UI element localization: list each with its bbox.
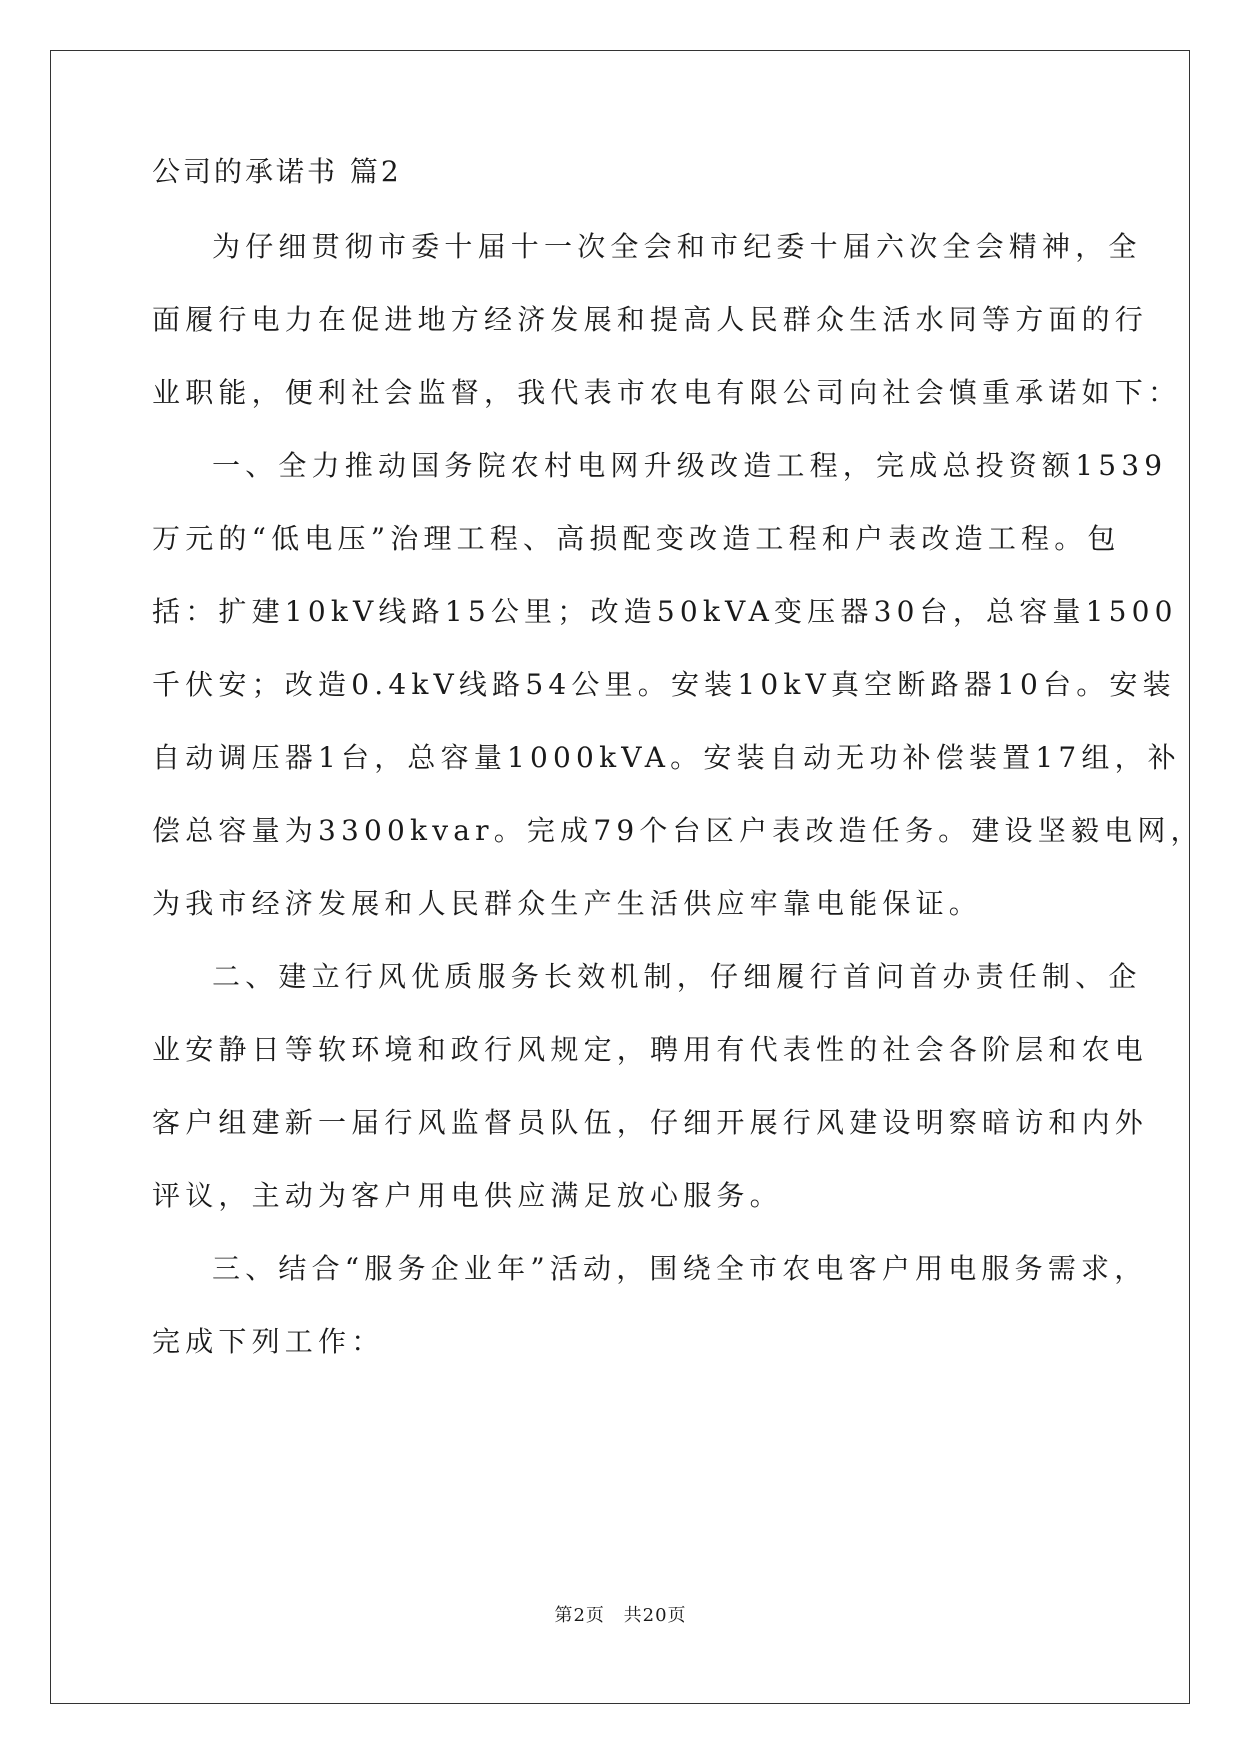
paragraph-line: 业职能，便利社会监督，我代表市农电有限公司向社会慎重承诺如下：: [152, 376, 1182, 409]
paragraph-line: 偿总容量为3300kvar。完成79个台区户表改造任务。建设坚毅电网，: [152, 814, 1204, 847]
paragraph-line: 为仔细贯彻市委十届十一次全会和市纪委十届六次全会精神，全: [212, 230, 1142, 263]
paragraph-line: 评议，主动为客户用电供应满足放心服务。: [152, 1179, 783, 1212]
paragraph-line: 为我市经济发展和人民群众生产生活供应牢靠电能保证。: [152, 887, 983, 920]
paragraph-line: 客户组建新一届行风监督员队伍，仔细开展行风建设明察暗访和内外: [152, 1106, 1149, 1139]
page-number-current: 第2页: [554, 1605, 605, 1626]
paragraph-line: 二、建立行风优质服务长效机制，仔细履行首问首办责任制、企: [212, 960, 1142, 993]
paragraph-line: 括：扩建10kV线路15公里；改造50kVA变压器30台，总容量1500: [152, 595, 1178, 628]
paragraph-line: 业安静日等软环境和政行风规定，聘用有代表性的社会各阶层和农电: [152, 1033, 1149, 1066]
page-border: [50, 50, 1190, 1704]
paragraph-line: 面履行电力在促进地方经济发展和提高人民群众生活水同等方面的行: [152, 303, 1149, 336]
paragraph-line: 三、结合“服务企业年”活动，围绕全市农电客户用电服务需求，: [212, 1252, 1148, 1285]
paragraph-line: 万元的“低电压”治理工程、高损配变改造工程和户表改造工程。包: [152, 522, 1121, 555]
paragraph-line: 一、全力推动国务院农村电网升级改造工程，完成总投资额1539: [212, 449, 1168, 482]
page-number-total: 共20页: [623, 1605, 687, 1626]
page-footer: [0, 1604, 1241, 1628]
document-title: 公司的承诺书 篇2: [152, 155, 402, 188]
paragraph-line: 完成下列工作：: [152, 1325, 385, 1358]
paragraph-line: 千伏安；改造0.4kV线路54公里。安装10kV真空断路器10台。安装: [152, 668, 1176, 701]
paragraph-line: 自动调压器1台，总容量1000kVA。安装自动无功补偿装置17组，补: [152, 741, 1182, 774]
